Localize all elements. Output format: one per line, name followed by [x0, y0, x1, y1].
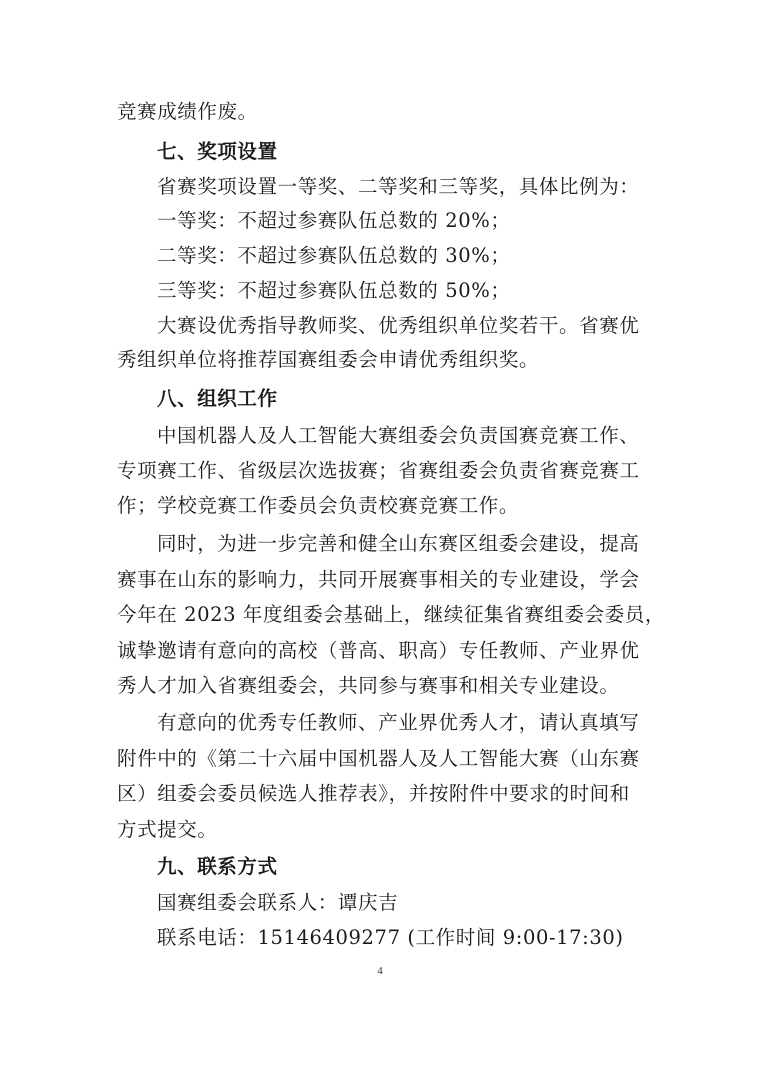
- paragraph-line: 专项赛工作、省级层次选拔赛；省赛组委会负责省赛竞赛工: [117, 459, 640, 482]
- paragraph-line: 大赛设优秀指导教师奖、优秀组织单位奖若干。省赛优: [157, 314, 640, 337]
- paragraph-line: 区）组委会委员候选人推荐表》，并按附件中要求的时间和: [117, 782, 630, 805]
- paragraph-line: 有意向的优秀专任教师、产业界优秀人才，请认真填写: [157, 711, 640, 734]
- section-heading-organization: 八、组织工作: [157, 387, 278, 410]
- section-heading-contact: 九、联系方式: [157, 855, 278, 878]
- paragraph-line: 中国机器人及人工智能大赛组委会负责国赛竞赛工作、: [157, 424, 640, 447]
- paragraph-line: 秀组织单位将推荐国赛组委会申请优秀组织奖。: [117, 348, 540, 371]
- paragraph-line: 诚挚邀请有意向的高校（普高、职高）专任教师、产业界优: [117, 639, 640, 662]
- contact-person: 国赛组委会联系人：谭庆吉: [157, 891, 399, 914]
- paragraph-line: 方式提交。: [117, 818, 218, 841]
- paragraph-line: 秀人才加入省赛组委会，共同参与赛事和相关专业建设。: [117, 674, 620, 697]
- contact-phone: 联系电话：15146409277 (工作时间 9:00-17:30): [157, 926, 624, 949]
- paragraph-line: 今年在 2023 年度组委会基础上，继续征集省赛组委会委员，: [117, 603, 666, 626]
- paragraph-line: 三等奖：不超过参赛队伍总数的 50%；: [157, 279, 511, 302]
- paragraph-line: 赛事在山东的影响力，共同开展赛事相关的专业建设，学会: [117, 568, 640, 591]
- paragraph-line: 作；学校竞赛工作委员会负责校赛竞赛工作。: [117, 494, 520, 517]
- page-number: 4: [377, 965, 383, 977]
- paragraph-line: 附件中的《第二十六届中国机器人及人工智能大赛（山东赛: [117, 747, 640, 770]
- paragraph-line: 一等奖：不超过参赛队伍总数的 20%；: [157, 209, 511, 232]
- section-heading-awards: 七、奖项设置: [157, 140, 278, 163]
- paragraph-line: 二等奖：不超过参赛队伍总数的 30%；: [157, 244, 511, 267]
- paragraph-line: 省赛奖项设置一等奖、二等奖和三等奖，具体比例为：: [157, 175, 640, 198]
- paragraph-line: 同时，为进一步完善和健全山东赛区组委会建设，提高: [157, 532, 640, 555]
- paragraph-line: 竞赛成绩作废。: [117, 100, 258, 123]
